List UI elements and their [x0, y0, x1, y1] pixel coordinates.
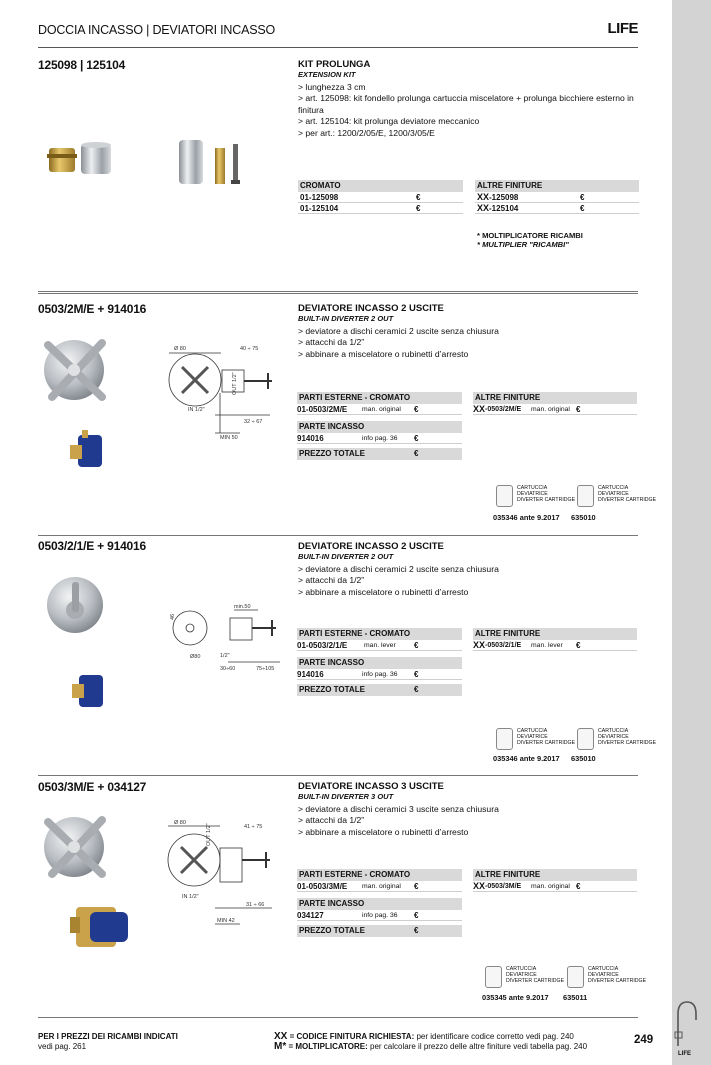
table-header: PARTE INCASSO: [297, 421, 462, 433]
table-header: ALTRE FINITURE: [475, 180, 639, 192]
footer-divider: [38, 1017, 638, 1018]
dim-label: OUT 1/2": [206, 823, 212, 846]
diverter-3out-image: [40, 812, 135, 957]
section-divider: [38, 291, 638, 294]
price-table-cromato: [298, 180, 463, 214]
cartridge-code: 035346 ante 9.2017: [493, 513, 560, 522]
faucet-logo-icon: [674, 998, 698, 1058]
table-row: 034127 info pag. 36 €: [297, 910, 462, 921]
product-subtitle: EXTENSION KIT: [298, 70, 356, 79]
cartridge-card: CARTUCCIA DEVIATRICE DIVERTER CARTRIDGE: [577, 485, 659, 509]
cartridge-card: CARTUCCIA DEVIATRICE DIVERTER CARTRIDGE: [496, 728, 578, 752]
footer-legend: XX = CODICE FINITURA RICHIESTA: per identificare codice corretto vedi pag. 240 M* = MOLTIPLICATORE: per calcolare il prezzo delle altre finiture vedi tabella pag. 240: [274, 1031, 588, 1052]
page-title: DOCCIA INCASSO | DEVIATORI INCASSO: [38, 23, 276, 37]
dim-label: 30÷60: [220, 666, 236, 672]
dim-label: 41 ÷ 75: [244, 824, 263, 830]
table-row: 914016 info pag. 36 €: [297, 669, 462, 680]
dim-label: 75÷105: [256, 666, 275, 672]
cartridge-code: 635010: [571, 754, 596, 763]
product-bullets: [298, 82, 638, 139]
product-bullets: [298, 326, 638, 360]
product-description: [298, 541, 638, 598]
dim-label: 1/2": [220, 653, 230, 659]
cartridge-card: CARTUCCIA DEVIATRICE DIVERTER CARTRIDGE: [485, 966, 567, 990]
bullet: > art. 125098: kit fondello prolunga cartuccia miscelatore + prolunga bicchiere esterno in finitura: [298, 93, 634, 115]
bullet: > abbinare a miscelatore o rubinetti d’arresto: [298, 348, 469, 359]
table-row: 01-0503/2/1/E man. lever €: [297, 640, 462, 651]
section-divider: [38, 775, 638, 776]
diverter-cross-handle-image: [40, 335, 115, 475]
dim-label: 31 ÷ 66: [246, 902, 265, 908]
product-bullets: [298, 804, 638, 838]
bullet: > lunghezza 3 cm: [298, 82, 366, 92]
price-table-altre: [473, 392, 637, 415]
table-row: 914016 info pag. 36 €: [297, 433, 462, 444]
price-table-altre: [473, 869, 637, 892]
brand-name: LIFE: [607, 20, 638, 37]
price-table-altre: [475, 180, 639, 214]
dim-label: OUT 1/2": [232, 372, 238, 395]
dim-label: Ø 80: [174, 346, 186, 352]
dim-label: IN 1/2": [188, 407, 205, 413]
table-row: XX -0503/3M/E man. original €: [473, 881, 637, 892]
product-code: 0503/3M/E + 034127: [38, 780, 147, 794]
dim-label: min.50: [234, 604, 251, 610]
bullet: > deviatore a dischi ceramici 3 uscite senza chiusura: [298, 804, 499, 814]
bullet: > abbinare a miscelatore o rubinetti d’arresto: [298, 826, 469, 837]
product-title: KIT PROLUNGA: [298, 59, 371, 70]
table-header: ALTRE FINITURE: [473, 869, 637, 881]
table-header: PARTE INCASSO: [297, 657, 462, 669]
dim-label: 32 ÷ 67: [244, 419, 263, 425]
table-header: PARTI ESTERNE - CROMATO: [297, 392, 462, 404]
product-code: 0503/2/1/E + 914016: [38, 539, 146, 553]
cartridge-icon: [567, 966, 584, 988]
bullet: > attacchi da 1/2”: [298, 575, 365, 586]
technical-drawing: [160, 818, 280, 930]
dim-label: Ø 80: [174, 820, 186, 826]
product-description: [298, 59, 638, 139]
total-row: PREZZO TOTALE €: [297, 684, 462, 696]
price-table-altre: [473, 628, 637, 651]
dim-label: IN 1/2": [182, 894, 199, 900]
section-divider: [38, 535, 638, 536]
product-subtitle: BUILT-IN DIVERTER 2 OUT: [298, 552, 394, 561]
table-header: ALTRE FINITURE: [473, 392, 637, 404]
table-row: 01-125098 €: [298, 192, 463, 203]
diverter-lever-image: [45, 570, 120, 710]
table-row: XX -125098 €: [475, 192, 639, 203]
product-subtitle: BUILT-IN DIVERTER 3 OUT: [298, 792, 394, 801]
product-description: [298, 303, 638, 360]
cartridge-icon: [496, 485, 513, 507]
dim-label: MIN 50: [220, 435, 238, 441]
cartridge-card: CARTUCCIA DEVIATRICE DIVERTER CARTRIDGE: [567, 966, 649, 990]
cartridge-code: 035346 ante 9.2017: [493, 754, 560, 763]
cartridge-icon: [577, 485, 594, 507]
bullet: > abbinare a miscelatore o rubinetti d’arresto: [298, 586, 469, 597]
product-description: [298, 781, 638, 838]
cartridge-code: 635011: [563, 993, 588, 1002]
bullet: > attacchi da 1/2”: [298, 337, 365, 348]
product-title: DEVIATORE INCASSO 2 USCITE: [298, 303, 444, 314]
product-subtitle: BUILT-IN DIVERTER 2 OUT: [298, 314, 394, 323]
bullet: > deviatore a dischi ceramici 2 uscite senza chiusura: [298, 326, 499, 336]
table-row: 01-0503/3M/E man. original €: [297, 881, 462, 892]
technical-drawing: [168, 600, 283, 680]
cartridge-icon: [485, 966, 502, 988]
product-title: DEVIATORE INCASSO 3 USCITE: [298, 781, 444, 792]
page-number: 249: [634, 1034, 654, 1046]
table-row: XX -125104 €: [475, 203, 639, 214]
product-code: 0503/2M/E + 914016: [38, 302, 147, 316]
dim-label: MIN 42: [217, 918, 235, 924]
product-title: DEVIATORE INCASSO 2 USCITE: [298, 541, 444, 552]
total-row: PREZZO TOTALE €: [297, 925, 462, 937]
bullet: > deviatore a dischi ceramici 2 uscite senza chiusura: [298, 564, 499, 574]
side-tab: [672, 0, 711, 1065]
table-header: PARTI ESTERNE - CROMATO: [297, 628, 462, 640]
bullet: > attacchi da 1/2”: [298, 815, 365, 826]
price-table-external: [297, 869, 462, 937]
bullet: > art. 125104: kit prolunga deviatore meccanico: [298, 116, 480, 127]
dim-label: Ø80: [190, 654, 201, 660]
product-code: 125098 | 125104: [38, 58, 126, 72]
cartridge-card: CARTUCCIA DEVIATRICE DIVERTER CARTRIDGE: [496, 485, 578, 509]
dim-label: 46: [170, 613, 176, 620]
side-brand: LIFE: [678, 1051, 691, 1057]
cartridge-code: 635010: [571, 513, 596, 522]
table-row: XX -0503/2M/E man. original €: [473, 404, 637, 415]
bullet: > per art.: 1200/2/05/E, 1200/3/05/E: [298, 127, 435, 138]
table-header: PARTI ESTERNE - CROMATO: [297, 869, 462, 881]
total-row: PREZZO TOTALE €: [297, 448, 462, 460]
table-row: XX -0503/2/1/E man. lever €: [473, 640, 637, 651]
price-table-external: [297, 628, 462, 696]
table-row: 01-0503/2M/E man. original €: [297, 404, 462, 415]
technical-drawing: [160, 345, 280, 440]
table-header: PARTE INCASSO: [297, 898, 462, 910]
dim-label: 40 ÷ 75: [240, 346, 259, 352]
table-header: CROMATO: [298, 180, 463, 192]
cartridge-icon: [577, 728, 594, 750]
table-row: 01-125104 €: [298, 203, 463, 214]
cartridge-code: 035345 ante 9.2017: [482, 993, 549, 1002]
table-header: ALTRE FINITURE: [473, 628, 637, 640]
product-bullets: [298, 564, 638, 598]
extension-kit-image: [45, 140, 295, 195]
multiplier-note: * MOLTIPLICATORE RICAMBI * MULTIPLIER "RICAMBI": [477, 231, 583, 249]
cartridge-card: CARTUCCIA DEVIATRICE DIVERTER CARTRIDGE: [577, 728, 659, 752]
page-header: [38, 22, 638, 48]
footer-left: PER I PREZZI DEI RICAMBI INDICATI vedi pag. 261: [38, 1032, 178, 1051]
cartridge-icon: [496, 728, 513, 750]
price-table-external: [297, 392, 462, 460]
